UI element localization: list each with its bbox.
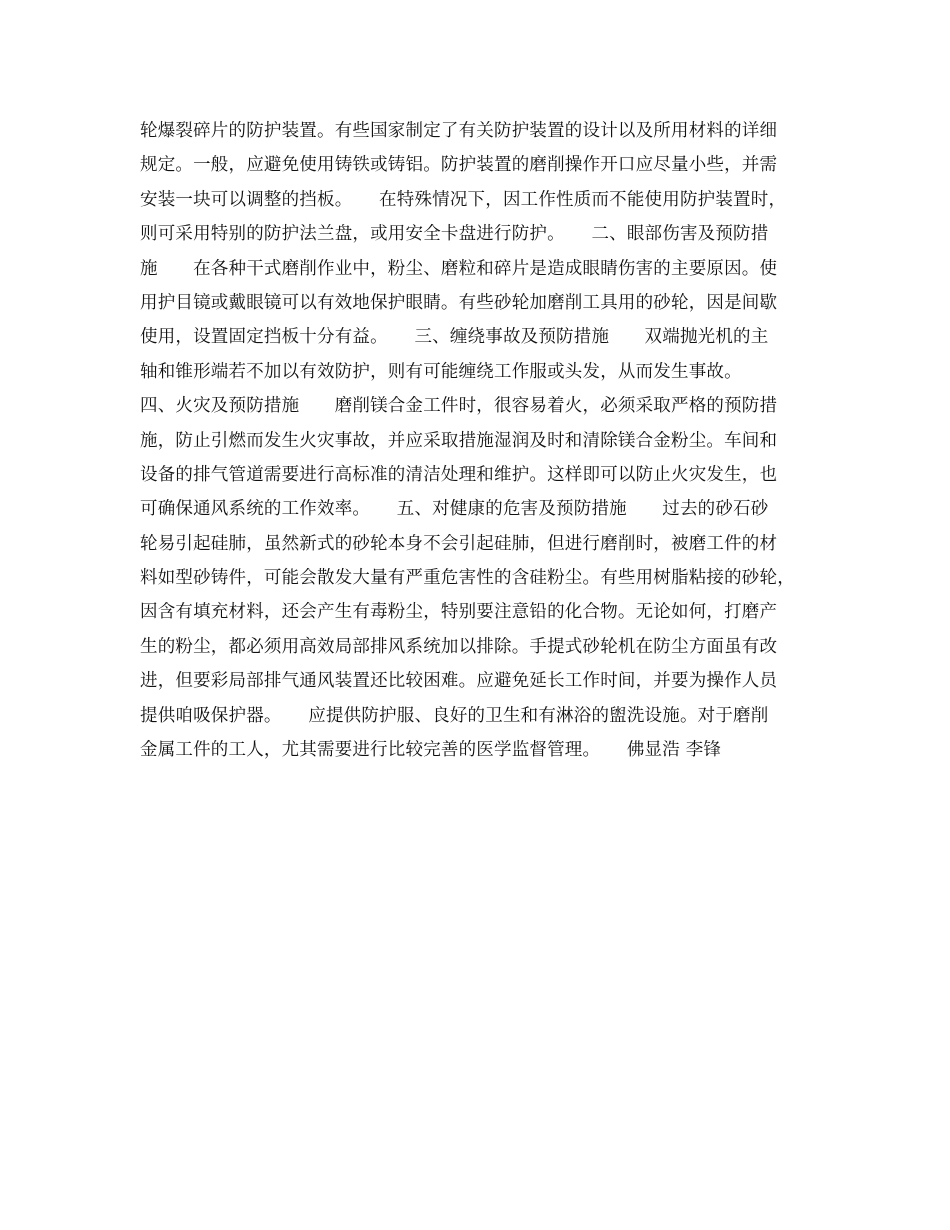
text-line: 规定。一般，应避免使用铸铁或铸铝。防护装置的磨削操作开口应尽量小些，并需 <box>140 155 778 176</box>
text-line: 轮爆裂碎片的防护装置。有些国家制定了有关防护装置的设计以及所用材料的详细 <box>140 121 778 141</box>
text-line: 可确保通风系统的工作效率。 五、对健康的危害及预防措施 过去的砂石砂 <box>140 499 769 520</box>
text-line: 安装一块可以调整的挡板。 在特殊情况下，因工作性质而不能使用防护装置时， <box>140 189 787 210</box>
text-line: 轴和锥形端若不加以有效防护，则有可能缠绕工作服或头发，从而发生事故。 <box>140 361 769 382</box>
text-line: 料如型砂铸件，可能会散发大量有严重危害性的含硅粉尘。有些用树脂粘接的砂轮， <box>140 568 795 589</box>
text-line: 轮易引起硅肺，虽然新式的砂轮本身不会引起硅肺，但进行磨削时，被磨工件的材 <box>140 533 778 554</box>
text-line: 设备的排气管道需要进行高标准的清洁处理和维护。这样即可以防止火灾发生，也 <box>140 464 778 485</box>
body-text <box>140 114 830 767</box>
text-line: 提供咱吸保护器。 应提供防护服、良好的卫生和有淋浴的盥洗设施。对于磨削 <box>140 705 769 726</box>
text-line: 用护目镜或戴眼镜可以有效地保护眼睛。有些砂轮加磨削工具用的砂轮，因是间歇 <box>140 292 778 313</box>
text-line: 则可采用特别的防护法兰盘，或用安全卡盘进行防护。 二、眼部伤害及预防措 <box>140 224 769 245</box>
text-line: 使用，设置固定挡板十分有益。 三、缠绕事故及预防措施 双端抛光机的主 <box>140 327 769 348</box>
text-line: 四、火灾及预防措施 磨削镁合金工件时，很容易着火，必须采取严格的预防措 <box>140 396 778 417</box>
text-line: 因含有填充材料，还会产生有毒粉尘，特别要注意铅的化合物。无论如何，打磨产 <box>140 602 778 623</box>
text-line: 进，但要彩局部排气通风装置还比较困难。应避免延长工作时间，并要为操作人员 <box>140 671 778 692</box>
text-line: 生的粉尘，都必须用高效局部排风系统加以排除。手提式砂轮机在防尘方面虽有改 <box>140 636 778 657</box>
text-line: 施 在各种干式磨削作业中，粉尘、磨粒和碎片是造成眼睛伤害的主要原因。使 <box>140 258 778 279</box>
text-line: 施，防止引燃而发生火灾事故，并应采取措施湿润及时和清除镁合金粉尘。车间和 <box>140 430 778 451</box>
text-line: 金属工件的工人，尤其需要进行比较完善的医学监督管理。 佛显浩 李锋 <box>140 740 722 761</box>
